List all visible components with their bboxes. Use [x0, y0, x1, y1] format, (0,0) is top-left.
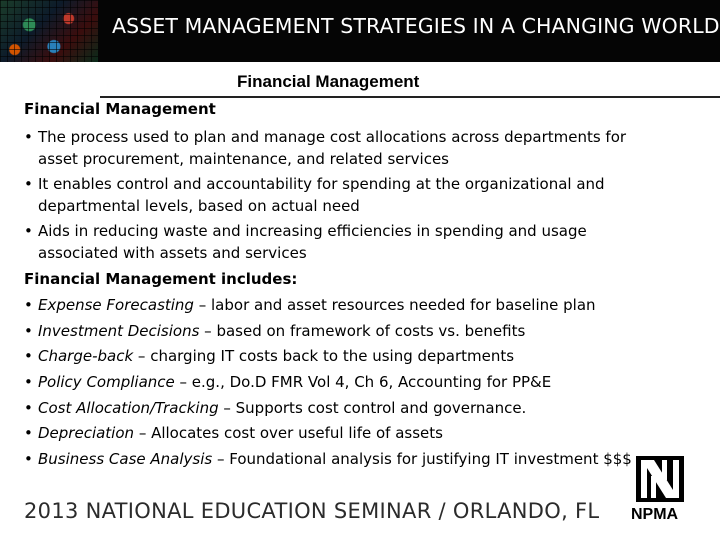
- bullet-marker: •: [24, 322, 33, 340]
- banner-mosaic-image: [0, 0, 98, 62]
- list-item-desc: – Allocates cost over useful life of assets: [134, 424, 443, 442]
- bullet-marker: •: [24, 373, 33, 391]
- list-item-term: Depreciation: [38, 424, 135, 442]
- list-item-desc: – charging IT costs back to the using departments: [133, 347, 515, 365]
- list-item-term: Charge-back: [38, 347, 134, 365]
- list-item-desc: – Supports cost control and governance.: [218, 399, 527, 417]
- bullet-marker: •: [24, 347, 33, 365]
- title-divider: [100, 96, 720, 98]
- slide-title: Financial Management: [237, 72, 420, 91]
- npma-logo-icon: [636, 456, 684, 502]
- list-item-term: Business Case Analysis: [38, 450, 213, 468]
- bullet-marker: •: [24, 424, 33, 442]
- list-item-text: Aids in reducing waste and increasing efficiencies in spending and usage: [38, 222, 587, 240]
- list-item-desc: – Foundational analysis for justifying IT investment $$$: [212, 450, 632, 468]
- header-banner: [0, 0, 720, 62]
- section2-heading: Financial Management includes:: [24, 270, 298, 288]
- list-item-text: departmental levels, based on actual need: [38, 197, 360, 215]
- list-item-desc: – labor and asset resources needed for baseline plan: [193, 296, 596, 314]
- list-item-term: Investment Decisions: [38, 322, 200, 340]
- list-item-text: The process used to plan and manage cost allocations across departments for: [38, 128, 627, 146]
- bullet-marker: •: [24, 175, 33, 193]
- list-item-text: It enables control and accountability for spending at the organizational and: [38, 175, 605, 193]
- list-item-term: Policy Compliance: [38, 373, 175, 391]
- footer-seminar-text: 2013 NATIONAL EDUCATION SEMINAR / ORLANDO, FL: [24, 499, 600, 523]
- banner-title: ASSET MANAGEMENT STRATEGIES IN A CHANGING WORLD: [112, 14, 720, 38]
- bullet-marker: •: [24, 399, 33, 417]
- bullet-marker: •: [24, 222, 33, 240]
- section1-heading: Financial Management: [24, 100, 216, 118]
- bullet-marker: •: [24, 128, 33, 146]
- list-item-term: Cost Allocation/Tracking: [38, 399, 219, 417]
- list-item-term: Expense Forecasting: [38, 296, 194, 314]
- list-item-desc: – based on framework of costs vs. benefits: [199, 322, 526, 340]
- bullet-marker: •: [24, 450, 33, 468]
- list-item-desc: – e.g., Do.D FMR Vol 4, Ch 6, Accounting for PP&E: [174, 373, 552, 391]
- list-item-text: asset procurement, maintenance, and related services: [38, 150, 449, 168]
- bullet-marker: •: [24, 296, 33, 314]
- list-item-text: associated with assets and services: [38, 244, 307, 262]
- logo-wordmark: NPMA: [631, 506, 679, 523]
